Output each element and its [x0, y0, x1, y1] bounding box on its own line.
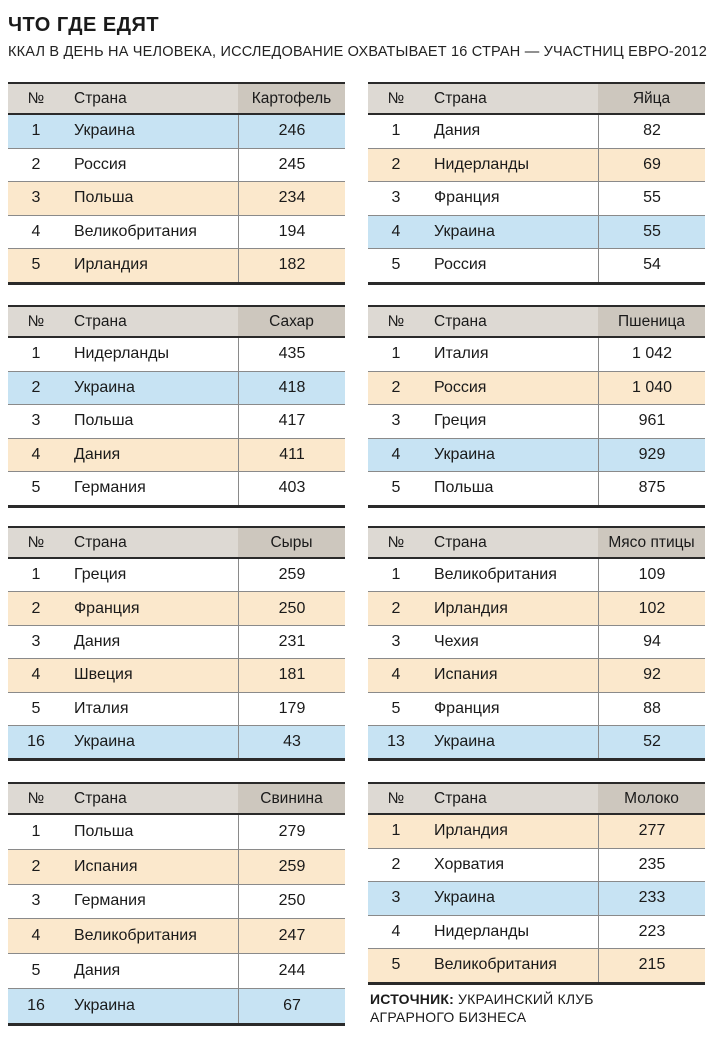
table-row: [368, 848, 705, 882]
row-rank: 1: [391, 822, 401, 840]
header-category: Свинина: [238, 784, 345, 813]
row-value: 223: [598, 916, 705, 949]
row-country: Швеция: [74, 666, 133, 684]
source-label: ИСТОЧНИК:: [370, 991, 454, 1007]
row-rank: 1: [31, 566, 41, 584]
row-rank: 2: [391, 599, 401, 617]
table-6: [8, 782, 345, 1026]
row-rank: 13: [387, 733, 405, 751]
row-country: Италия: [74, 699, 129, 717]
row-value: 929: [598, 439, 705, 472]
row-value: 55: [598, 182, 705, 215]
row-country: Дания: [74, 632, 121, 650]
row-country: Нидерланды: [434, 922, 529, 940]
row-rank: 5: [391, 479, 401, 497]
row-value: 1 040: [598, 372, 705, 405]
table-row: [368, 948, 705, 982]
row-value: 875: [598, 472, 705, 505]
row-country: Франция: [434, 699, 500, 717]
table-row: [368, 181, 705, 215]
row-country: Нидерланды: [74, 345, 169, 363]
row-value: 435: [238, 338, 345, 371]
table-row: [368, 248, 705, 282]
row-rank: 1: [391, 122, 401, 140]
row-value: 250: [238, 885, 345, 919]
row-value: 403: [238, 472, 345, 505]
row-rank: 5: [391, 699, 401, 717]
table-row: [8, 248, 345, 282]
row-rank: 2: [31, 599, 41, 617]
row-rank: 3: [391, 889, 401, 907]
row-country: Польша: [434, 479, 494, 497]
row-country: Великобритания: [74, 222, 197, 240]
header-category: Молоко: [598, 784, 705, 813]
header-category: Яйца: [598, 84, 705, 113]
row-value: 234: [238, 182, 345, 215]
table-row: [8, 148, 345, 182]
row-rank: 2: [31, 857, 41, 875]
table-header: [8, 84, 345, 115]
table-row: [368, 559, 705, 591]
page-title: ЧТО ГДЕ ЕДЯТ: [8, 14, 160, 36]
table-header: [368, 84, 705, 115]
row-rank: 1: [31, 345, 41, 363]
row-rank: 2: [391, 378, 401, 396]
row-value: 250: [238, 592, 345, 624]
row-country: Польша: [74, 822, 134, 840]
row-value: 418: [238, 372, 345, 405]
row-rank: 5: [391, 956, 401, 974]
header-num: №: [387, 789, 405, 807]
row-value: 259: [238, 559, 345, 591]
table-row: [8, 815, 345, 849]
table-row: [8, 215, 345, 249]
table-row: [8, 115, 345, 148]
row-rank: 5: [31, 256, 41, 274]
row-value: 69: [598, 149, 705, 182]
header-category: Мясо птицы: [598, 528, 705, 557]
table-row: [8, 849, 345, 884]
row-rank: 2: [391, 855, 401, 873]
row-value: 52: [598, 726, 705, 758]
row-country: Италия: [434, 345, 489, 363]
row-country: Россия: [434, 378, 487, 396]
row-value: 233: [598, 882, 705, 915]
row-value: 67: [238, 989, 345, 1023]
table-row: [8, 988, 345, 1023]
header-country: Страна: [434, 789, 487, 807]
row-value: 277: [598, 815, 705, 848]
row-rank: 3: [391, 632, 401, 650]
table-row: [8, 692, 345, 725]
row-country: Великобритания: [434, 566, 557, 584]
row-value: 182: [238, 249, 345, 282]
row-country: Греция: [74, 566, 127, 584]
table-row: [368, 625, 705, 658]
table-header: [368, 784, 705, 815]
table-row: [368, 215, 705, 249]
row-rank: 5: [31, 699, 41, 717]
row-value: 88: [598, 693, 705, 725]
table-row: [8, 884, 345, 919]
header-country: Страна: [74, 89, 127, 107]
table-0: [8, 82, 345, 285]
row-country: Германия: [74, 892, 146, 910]
row-country: Испания: [74, 857, 138, 875]
table-row: [8, 591, 345, 624]
header-country: Страна: [74, 312, 127, 330]
row-country: Хорватия: [434, 855, 505, 873]
table-row: [368, 404, 705, 438]
row-rank: 2: [391, 155, 401, 173]
row-rank: 4: [31, 222, 41, 240]
row-country: Польша: [74, 189, 134, 207]
header-num: №: [387, 89, 405, 107]
page-subtitle: ККАЛ В ДЕНЬ НА ЧЕЛОВЕКА, ИССЛЕДОВАНИЕ ОХВАТЫВАЕТ 16 СТРАН — УЧАСТНИЦ ЕВРО-2012: [8, 44, 708, 60]
header-country: Страна: [74, 789, 127, 807]
row-rank: 2: [31, 378, 41, 396]
row-rank: 5: [31, 479, 41, 497]
header-num: №: [27, 312, 45, 330]
row-country: Польша: [74, 412, 134, 430]
row-rank: 4: [391, 222, 401, 240]
row-country: Испания: [434, 666, 498, 684]
row-value: 244: [238, 954, 345, 988]
row-rank: 1: [31, 122, 41, 140]
row-value: 82: [598, 115, 705, 148]
header-category: Картофель: [238, 84, 345, 113]
table-row: [368, 471, 705, 505]
row-value: 417: [238, 405, 345, 438]
row-value: 102: [598, 592, 705, 624]
table-header: [368, 528, 705, 559]
header-num: №: [387, 312, 405, 330]
table-row: [8, 338, 345, 371]
row-rank: 3: [391, 189, 401, 207]
row-country: Дания: [74, 962, 121, 980]
table-2: [8, 305, 345, 508]
row-country: Украина: [434, 222, 495, 240]
row-rank: 1: [31, 822, 41, 840]
table-row: [368, 692, 705, 725]
table-row: [8, 471, 345, 505]
header-num: №: [27, 789, 45, 807]
row-rank: 4: [391, 445, 401, 463]
table-1: [368, 82, 705, 285]
row-rank: 4: [31, 927, 41, 945]
table-row: [368, 591, 705, 624]
table-row: [368, 658, 705, 691]
row-country: Украина: [434, 445, 495, 463]
table-row: [8, 559, 345, 591]
table-row: [8, 953, 345, 988]
row-country: Дания: [434, 122, 481, 140]
row-country: Франция: [74, 599, 140, 617]
row-rank: 1: [391, 345, 401, 363]
row-value: 961: [598, 405, 705, 438]
table-row: [368, 115, 705, 148]
row-country: Россия: [74, 155, 127, 173]
row-rank: 5: [31, 962, 41, 980]
row-country: Россия: [434, 256, 487, 274]
header-num: №: [27, 533, 45, 551]
header-country: Страна: [434, 533, 487, 551]
row-value: 55: [598, 216, 705, 249]
row-value: 279: [238, 815, 345, 849]
row-value: 231: [238, 626, 345, 658]
table-7: [368, 782, 705, 985]
table-row: [8, 725, 345, 758]
row-value: 259: [238, 850, 345, 884]
row-value: 245: [238, 149, 345, 182]
row-rank: 5: [391, 256, 401, 274]
row-rank: 16: [27, 996, 45, 1014]
row-value: 215: [598, 949, 705, 982]
table-row: [8, 918, 345, 953]
table-header: [8, 528, 345, 559]
table-row: [368, 338, 705, 371]
row-country: Франция: [434, 189, 500, 207]
table-header: [368, 307, 705, 338]
table-row: [8, 404, 345, 438]
row-value: 194: [238, 216, 345, 249]
header-num: №: [27, 89, 45, 107]
source-text: УКРАИНСКИЙ КЛУБ: [453, 991, 594, 1007]
row-value: 54: [598, 249, 705, 282]
row-rank: 4: [391, 922, 401, 940]
row-rank: 3: [31, 632, 41, 650]
row-country: Чехия: [434, 632, 479, 650]
row-rank: 4: [391, 666, 401, 684]
table-5: [368, 526, 705, 761]
row-country: Украина: [74, 378, 135, 396]
table-row: [8, 658, 345, 691]
header-category: Пшеница: [598, 307, 705, 336]
row-rank: 3: [31, 892, 41, 910]
row-value: 247: [238, 919, 345, 953]
row-value: 1 042: [598, 338, 705, 371]
row-rank: 4: [31, 445, 41, 463]
table-row: [8, 625, 345, 658]
row-country: Великобритания: [74, 927, 197, 945]
table-row: [368, 915, 705, 949]
row-value: 179: [238, 693, 345, 725]
row-country: Дания: [74, 445, 121, 463]
row-country: Ирландия: [434, 822, 508, 840]
header-country: Страна: [74, 533, 127, 551]
row-value: 94: [598, 626, 705, 658]
row-country: Украина: [74, 122, 135, 140]
table-row: [8, 371, 345, 405]
row-country: Великобритания: [434, 956, 557, 974]
row-country: Нидерланды: [434, 155, 529, 173]
header-country: Страна: [434, 89, 487, 107]
table-header: [8, 307, 345, 338]
row-rank: 3: [391, 412, 401, 430]
row-country: Греция: [434, 412, 487, 430]
row-rank: 16: [27, 733, 45, 751]
row-rank: 3: [31, 412, 41, 430]
row-rank: 3: [31, 189, 41, 207]
row-country: Украина: [434, 889, 495, 907]
row-country: Украина: [74, 733, 135, 751]
table-row: [368, 815, 705, 848]
table-row: [368, 881, 705, 915]
header-num: №: [387, 533, 405, 551]
table-row: [368, 725, 705, 758]
row-value: 109: [598, 559, 705, 591]
row-value: 411: [238, 439, 345, 472]
row-value: 246: [238, 115, 345, 148]
row-value: 181: [238, 659, 345, 691]
row-value: 92: [598, 659, 705, 691]
header-country: Страна: [434, 312, 487, 330]
source-text-2: АГРАРНОГО БИЗНЕСА: [370, 1009, 527, 1025]
row-value: 43: [238, 726, 345, 758]
table-row: [8, 181, 345, 215]
table-header: [8, 784, 345, 815]
row-country: Германия: [74, 479, 146, 497]
row-country: Украина: [434, 733, 495, 751]
table-row: [368, 148, 705, 182]
source-note: [370, 990, 594, 1026]
row-rank: 2: [31, 155, 41, 173]
header-category: Сыры: [238, 528, 345, 557]
row-country: Ирландия: [434, 599, 508, 617]
row-country: Ирландия: [74, 256, 148, 274]
row-value: 235: [598, 849, 705, 882]
table-row: [368, 438, 705, 472]
table-4: [8, 526, 345, 761]
table-row: [8, 438, 345, 472]
table-3: [368, 305, 705, 508]
table-row: [368, 371, 705, 405]
header-category: Сахар: [238, 307, 345, 336]
row-country: Украина: [74, 996, 135, 1014]
row-rank: 4: [31, 666, 41, 684]
row-rank: 1: [391, 566, 401, 584]
